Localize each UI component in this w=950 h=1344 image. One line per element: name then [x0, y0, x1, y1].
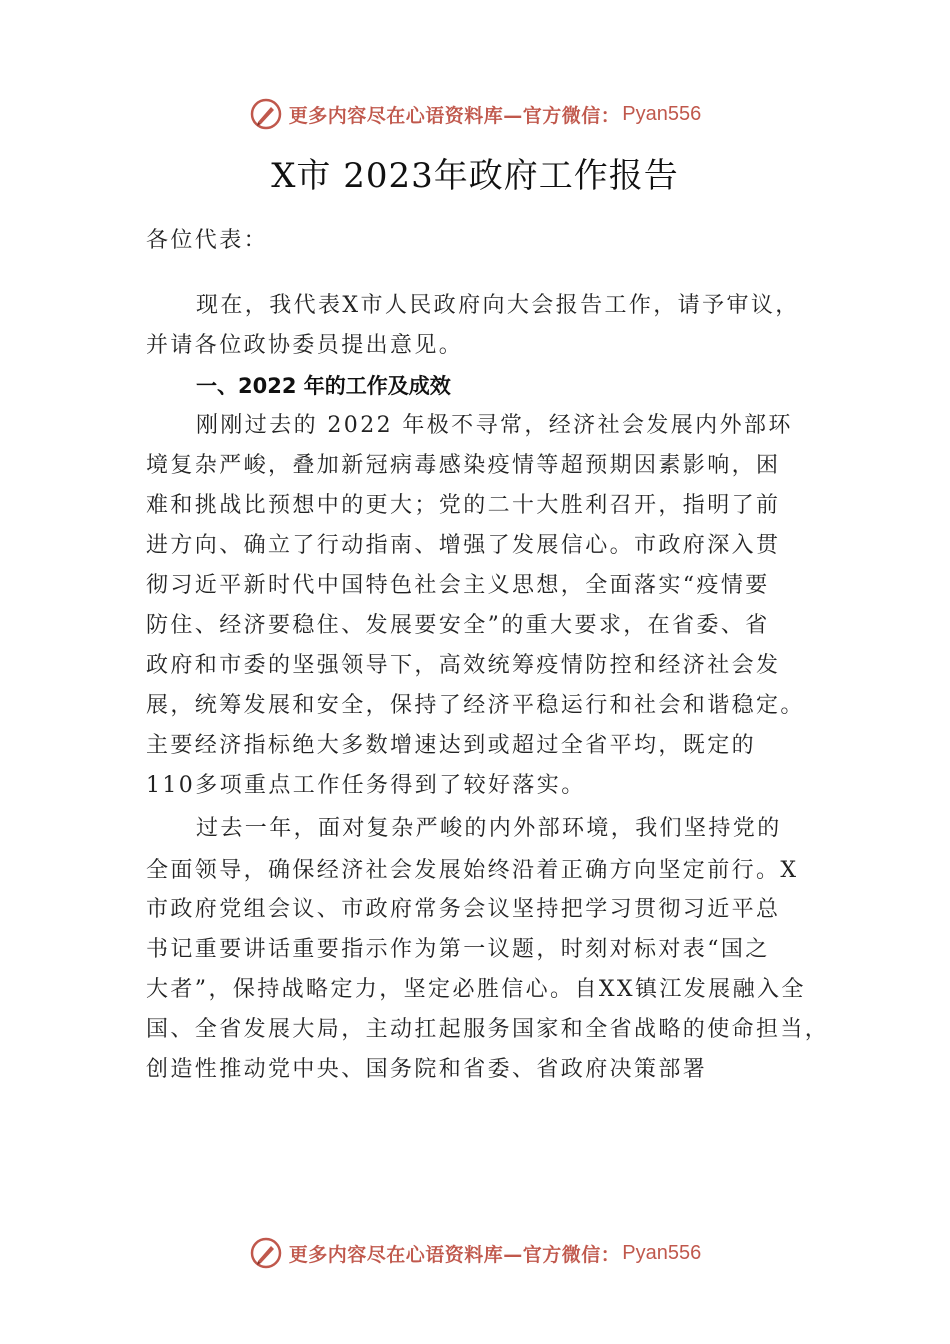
- document-title: X市 2023年政府工作报告: [271, 156, 679, 196]
- paragraph-line: 全面领导，确保经济社会发展始终沿着正确方向坚定前行。X: [146, 858, 799, 883]
- paragraph-line: 市政府党组会议、市政府常务会议坚持把学习贯彻习近平总: [146, 897, 781, 922]
- salutation: 各位代表：: [146, 228, 269, 253]
- paragraph-line: 政府和市委的坚强领导下，高效统筹疫情防控和经济社会发: [146, 653, 781, 678]
- section-heading: 一、2022 年的工作及成效: [196, 374, 451, 398]
- paragraph-line: 境复杂严峻，叠加新冠病毒感染疫情等超预期因素影响，困: [146, 453, 781, 478]
- paragraph-line: 进方向、确立了行动指南、增强了发展信心。市政府深入贯: [146, 533, 781, 558]
- watermark-banner-bottom: [0, 1233, 950, 1273]
- paragraph-line: 主要经济指标绝大多数增速达到或超过全省平均，既定的: [146, 733, 757, 758]
- paragraph-line: 110多项重点工作任务得到了较好落实。: [146, 773, 586, 798]
- paragraph-line: 防住、经济要稳住、发展要安全”的重大要求，在省委、省: [146, 613, 770, 638]
- paragraph-line: 过去一年，面对复杂严峻的内外部环境，我们坚持党的: [196, 816, 782, 841]
- watermark-wechat-id: Pyan556: [622, 1241, 702, 1264]
- pen-logo-icon: [249, 97, 283, 131]
- pen-logo-icon: [249, 1236, 283, 1270]
- paragraph-line: 难和挑战比预想中的更大；党的二十大胜利召开，指明了前: [146, 493, 781, 518]
- paragraph-line: 创造性推动党中央、国务院和省委、省政府决策部署: [146, 1057, 708, 1082]
- paragraph-line: 彻习近平新时代中国特色社会主义思想，全面落实“疫情要: [146, 573, 770, 598]
- watermark-banner-top: [0, 94, 950, 134]
- intro-line: 现在，我代表X市人民政府向大会报告工作，请予审议，: [196, 293, 800, 318]
- intro-line: 并请各位政协委员提出意见。: [146, 333, 464, 358]
- paragraph-line: 书记重要讲话重要指示作为第一议题，时刻对标对表“国之: [146, 937, 770, 962]
- paragraph-line: 国、全省发展大局，主动扛起服务国家和全省战略的使命担当，: [146, 1017, 830, 1042]
- paragraph-line: 刚刚过去的 2022 年极不寻常，经济社会发展内外部环: [196, 413, 793, 438]
- watermark-text: 更多内容尽在心语资料库—官方微信：: [288, 1243, 621, 1266]
- watermark-wechat-id: Pyan556: [622, 102, 702, 125]
- paragraph-line: 大者”，保持战略定力，坚定必胜信心。自XX镇江发展融入全: [146, 977, 806, 1002]
- watermark-text: 更多内容尽在心语资料库—官方微信：: [288, 104, 621, 127]
- paragraph-line: 展，统筹发展和安全，保持了经济平稳运行和社会和谐稳定。: [146, 693, 805, 718]
